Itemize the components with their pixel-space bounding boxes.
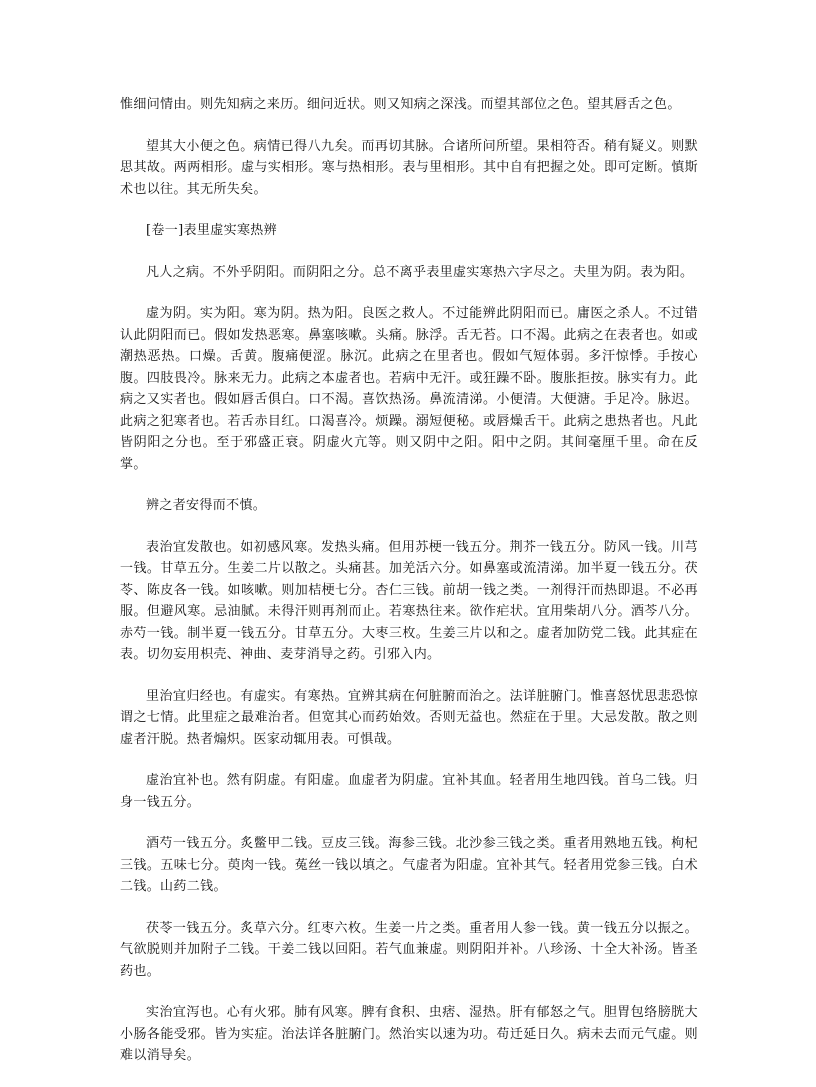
document-body — [120, 94, 698, 1087]
section-heading: [卷一]表里虚实寒热辨 — [146, 223, 277, 238]
paragraph-11: 实治宜泻也。心有火邪。肺有风寒。脾有食积、虫痞、湿热。肝有郁怒之气。胆胃包络膀胱大小肠各能受邪。皆为实症。治法详各脏腑门。然治实以速为功。苟迁延日久。病未去而元气虚。则难以消导矣。 — [120, 1005, 698, 1063]
paragraph-10: 茯苓一钱五分。炙草六分。红枣六枚。生姜一片之类。重者用人参一钱。黄一钱五分以振之。气欲脱则并加附子二钱。干姜二钱以回阳。若气血兼虚。则阴阳并补。八珍汤、十全大补汤。皆圣药也。 — [120, 920, 698, 979]
paragraph-4: 虚为阴。实为阳。寒为阴。热为阳。良医之救人。不过能辨此阴阳而已。庸医之杀人。不过错认此阴阳而已。假如发热恶寒。鼻塞咳嗽。头痛。脉浮。舌无苔。口不渴。此病之在表者也。如或潮热恶热。口燥。舌黄。腹痛便涩。脉沉。此病之在里者也。假如气短体弱。多汗惊悸。手按心腹。四肢畏冷。脉来无力。此病之本虚者也。若病中无汗。或狂躁不卧。腹胀拒按。脉实有力。此病之又实者也。假如唇舌俱白。口不渴。喜饮热汤。鼻流清涕。小便清。大便溏。手足冷。脉迟。此病之犯寒者也。若舌赤目红。口渴喜冷。烦躁。溺短便秘。或唇燥舌干。此病之患热者也。凡此皆阴阳之分也。至于邪盛正衰。阴虚火亢等。则又阴中之阳。阳中之阴。其间毫厘千里。命在反掌。 — [120, 306, 698, 472]
paragraph-9: 酒芍一钱五分。炙鳖甲二钱。豆皮三钱。海参三钱。北沙参三钱之类。重者用熟地五钱。枸杞三钱。五味七分。萸肉一钱。菟丝一钱以填之。气虚者为阳虚。宜补其气。轻者用党参三钱。白术二钱。山药二钱。 — [120, 836, 698, 894]
paragraph-7: 里治宜归经也。有虚实。有寒热。宜辨其病在何脏腑而治之。法详脏腑门。惟喜怒忧思悲恐惊谓之七情。此里症之最难治者。但宽其心而药始效。否则无益也。然症在于里。大忌发散。散之则虚者汗脱。热者煽炽。医家动辄用表。可惧哉。 — [120, 688, 698, 747]
paragraph-6: 表治宜发散也。如初感风寒。发热头痛。但用苏梗一钱五分。荆芥一钱五分。防风一钱。川芎一钱。甘草五分。生姜二片以散之。头痛甚。加羌活六分。如鼻塞或流清涕。加半夏一钱五分。茯苓、陈皮各一钱。如咳嗽。则加桔梗七分。杏仁三钱。前胡一钱之类。一剂得汗而热即退。不必再服。但避风寒。忌油腻。未得汗则再剂而止。若寒热往来。欲作疟状。宜用柴胡八分。酒芩八分。赤芍一钱。制半夏一钱五分。甘草五分。大枣三枚。生姜三片以和之。虚者加防党二钱。此其症在表。切勿妄用枳壳、神曲、麦芽消导之药。引邪入内。 — [120, 539, 698, 662]
paragraph-5: 辨之者安得而不慎。 — [146, 498, 267, 513]
paragraph-2: 望其大小便之色。病情已得八九矣。而再切其脉。合诸所问所望。果相符否。稍有疑义。则默思其故。两两相形。虚与实相形。寒与热相形。表与里相形。其中自有把握之处。即可定断。慎斯术也以往。其无所失矣。 — [120, 138, 698, 197]
paragraph-8: 虚治宜补也。然有阴虚。有阳虚。血虚者为阴虚。宜补其血。轻者用生地四钱。首乌二钱。归身一钱五分。 — [120, 773, 698, 810]
paragraph-3: 凡人之病。不外乎阴阳。而阴阳之分。总不离乎表里虚实寒热六字尽之。夫里为阴。表为阳。 — [146, 264, 694, 280]
paragraph-1: 惟细问情由。则先知病之来历。细问近状。则又知病之深浅。而望其部位之色。望其唇舌之色。 — [120, 97, 681, 112]
